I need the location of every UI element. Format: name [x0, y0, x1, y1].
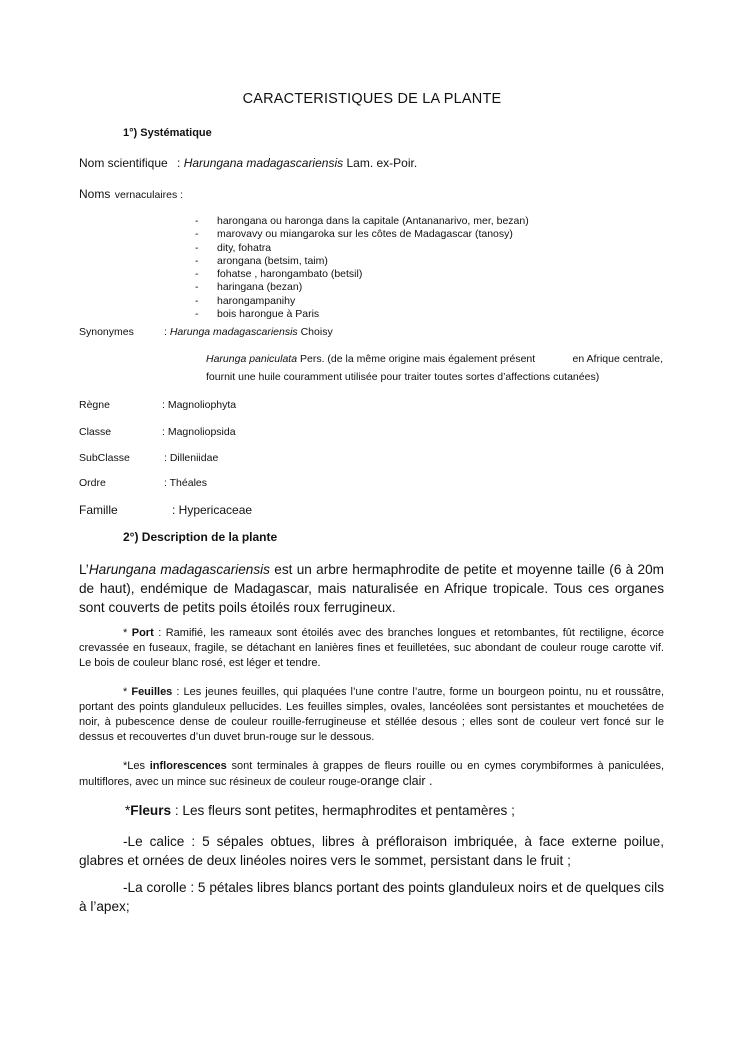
taxonomy-regne-value: : Magnoliophyta — [162, 399, 237, 411]
taxonomy-classe-value: : Magnoliopsida — [162, 426, 236, 438]
feuilles-label: Feuilles — [131, 686, 173, 698]
fleurs-label: Fleurs — [130, 803, 172, 818]
vernacular-list — [195, 215, 529, 321]
list-item: - arongana (betsim, taim) — [195, 254, 328, 267]
synonym-1-author: Choisy — [300, 326, 333, 338]
port-paragraph: * Port : Ramifié, les rameaux sont étoilés avec des branches longues et retombantes, fût rectiligne, écorce crevassée en fuseaux, fragile, se détachant en lanières fines et feuilletées, suc abondant de couleur rouge carotte vif. Le bois de couleur blanc rosé, est léger et tendre. — [79, 627, 664, 669]
list-item: - haringana (bezan) — [195, 281, 303, 294]
scientific-name-label: Nom scientifique — [79, 156, 168, 170]
list-item: - marovavy ou miangaroka sur les côtes de Madagascar (tanosy) — [195, 228, 513, 241]
taxonomy-subclasse-label: SubClasse — [79, 452, 130, 464]
list-item: - harongana ou haronga dans la capitale (Antananarivo, mer, bezan) — [195, 215, 529, 227]
intro-species-name: Harungana madagascariensis — [88, 562, 270, 577]
vernacular-label-big: Noms — [79, 187, 111, 201]
vernacular-label — [79, 185, 183, 203]
scientific-name: Harungana madagascariensis — [183, 156, 344, 170]
scientific-name-row — [177, 156, 417, 170]
scientific-author: Lam. ex-Poir. — [346, 156, 418, 170]
taxonomy-ordre-value: : Théales — [164, 477, 207, 489]
taxonomy-famille-value: : Hypericaceae — [172, 503, 253, 517]
fleurs-paragraph: *Fleurs : Les fleurs sont petites, hermaphrodites et pentamères ; — [125, 803, 515, 818]
synonyms-label: Synonymes — [79, 326, 134, 338]
synonym-2-line-1: Harunga paniculata Pers. (de la même origine mais également présent en Afrique centrale, — [206, 353, 663, 365]
feuilles-paragraph: * Feuilles : Les jeunes feuilles, qui plaquées l’une contre l’autre, forme un bourgeon pointu, nu et roussâtre, portant des points glanduleux pellucides. Les feuilles simples, ovales, lancéolées sont persistantes et mouchetées de noir, à pubescence dense de couleur rouille-ferrugineuse et stéllée desous ; elles sont de couleur vert foncé sur le dessus et recouvertes d’un duvet brun-rouge sur le dessous. — [79, 686, 664, 743]
taxonomy-famille-label: Famille — [79, 503, 118, 517]
taxonomy-subclasse-value: : Dilleniidae — [164, 452, 219, 464]
inflorescences-label: inflorescences — [149, 760, 227, 772]
calice-paragraph: -Le calice : 5 sépales obtues, libres à préfloraison imbriquée, à face externe poilue, glabres et ornées de deux linéoles noires vers le sommet, persistant dans le fruit ; — [79, 834, 664, 868]
synonym-1: : Harunga madagascariensis Choisy — [164, 326, 333, 338]
intro-paragraph: L’Harungana madagascariensis est un arbre hermaphrodite de petite et moyenne taille (6 à 20m de haut), endémique de Madagascar, mais naturalisée en Afrique tropicale. Tous ces organes sont couverts de petits poils étoilés roux ferrugineux. — [79, 562, 664, 615]
taxonomy-regne-label: Règne — [79, 399, 110, 411]
page-title: CARACTERISTIQUES DE LA PLANTE — [242, 91, 502, 107]
list-item: - bois harongue à Paris — [195, 308, 320, 321]
inflorescences-paragraph: *Les inflorescences sont terminales à grappes de fleurs rouille ou en cymes corymbiformes à paniculées, multiflores, avec un mince suc résineux de couleur rouge-orange clair . — [79, 760, 664, 788]
list-item: - harongampanihy — [195, 294, 296, 307]
synonym-1-name: Harunga madagascariensis — [169, 326, 298, 338]
synonym-2-name: Harunga paniculata — [206, 353, 298, 365]
taxonomy-classe-label: Classe — [79, 426, 112, 438]
synonym-2-line-2: fournit une huile couramment utilisée pour traiter toutes sortes d’affections cutanées) — [206, 371, 600, 383]
vernacular-label-small: vernaculaires : — [114, 189, 184, 201]
corolle-paragraph: -La corolle : 5 pétales libres blancs portant des points glanduleux noirs et de quelques cils à l’apex; — [79, 880, 664, 914]
scientific-name-sep: : — [177, 156, 181, 170]
list-item: - fohatse , harongambato (betsil) — [195, 268, 363, 281]
port-label: Port — [131, 627, 154, 639]
section-heading-description: 2°) Description de la plante — [123, 530, 278, 544]
section-heading-systematique: 1°) Systématique — [123, 127, 212, 139]
list-item: - dity, fohatra — [195, 241, 272, 254]
taxonomy-ordre-label: Ordre — [79, 477, 106, 489]
